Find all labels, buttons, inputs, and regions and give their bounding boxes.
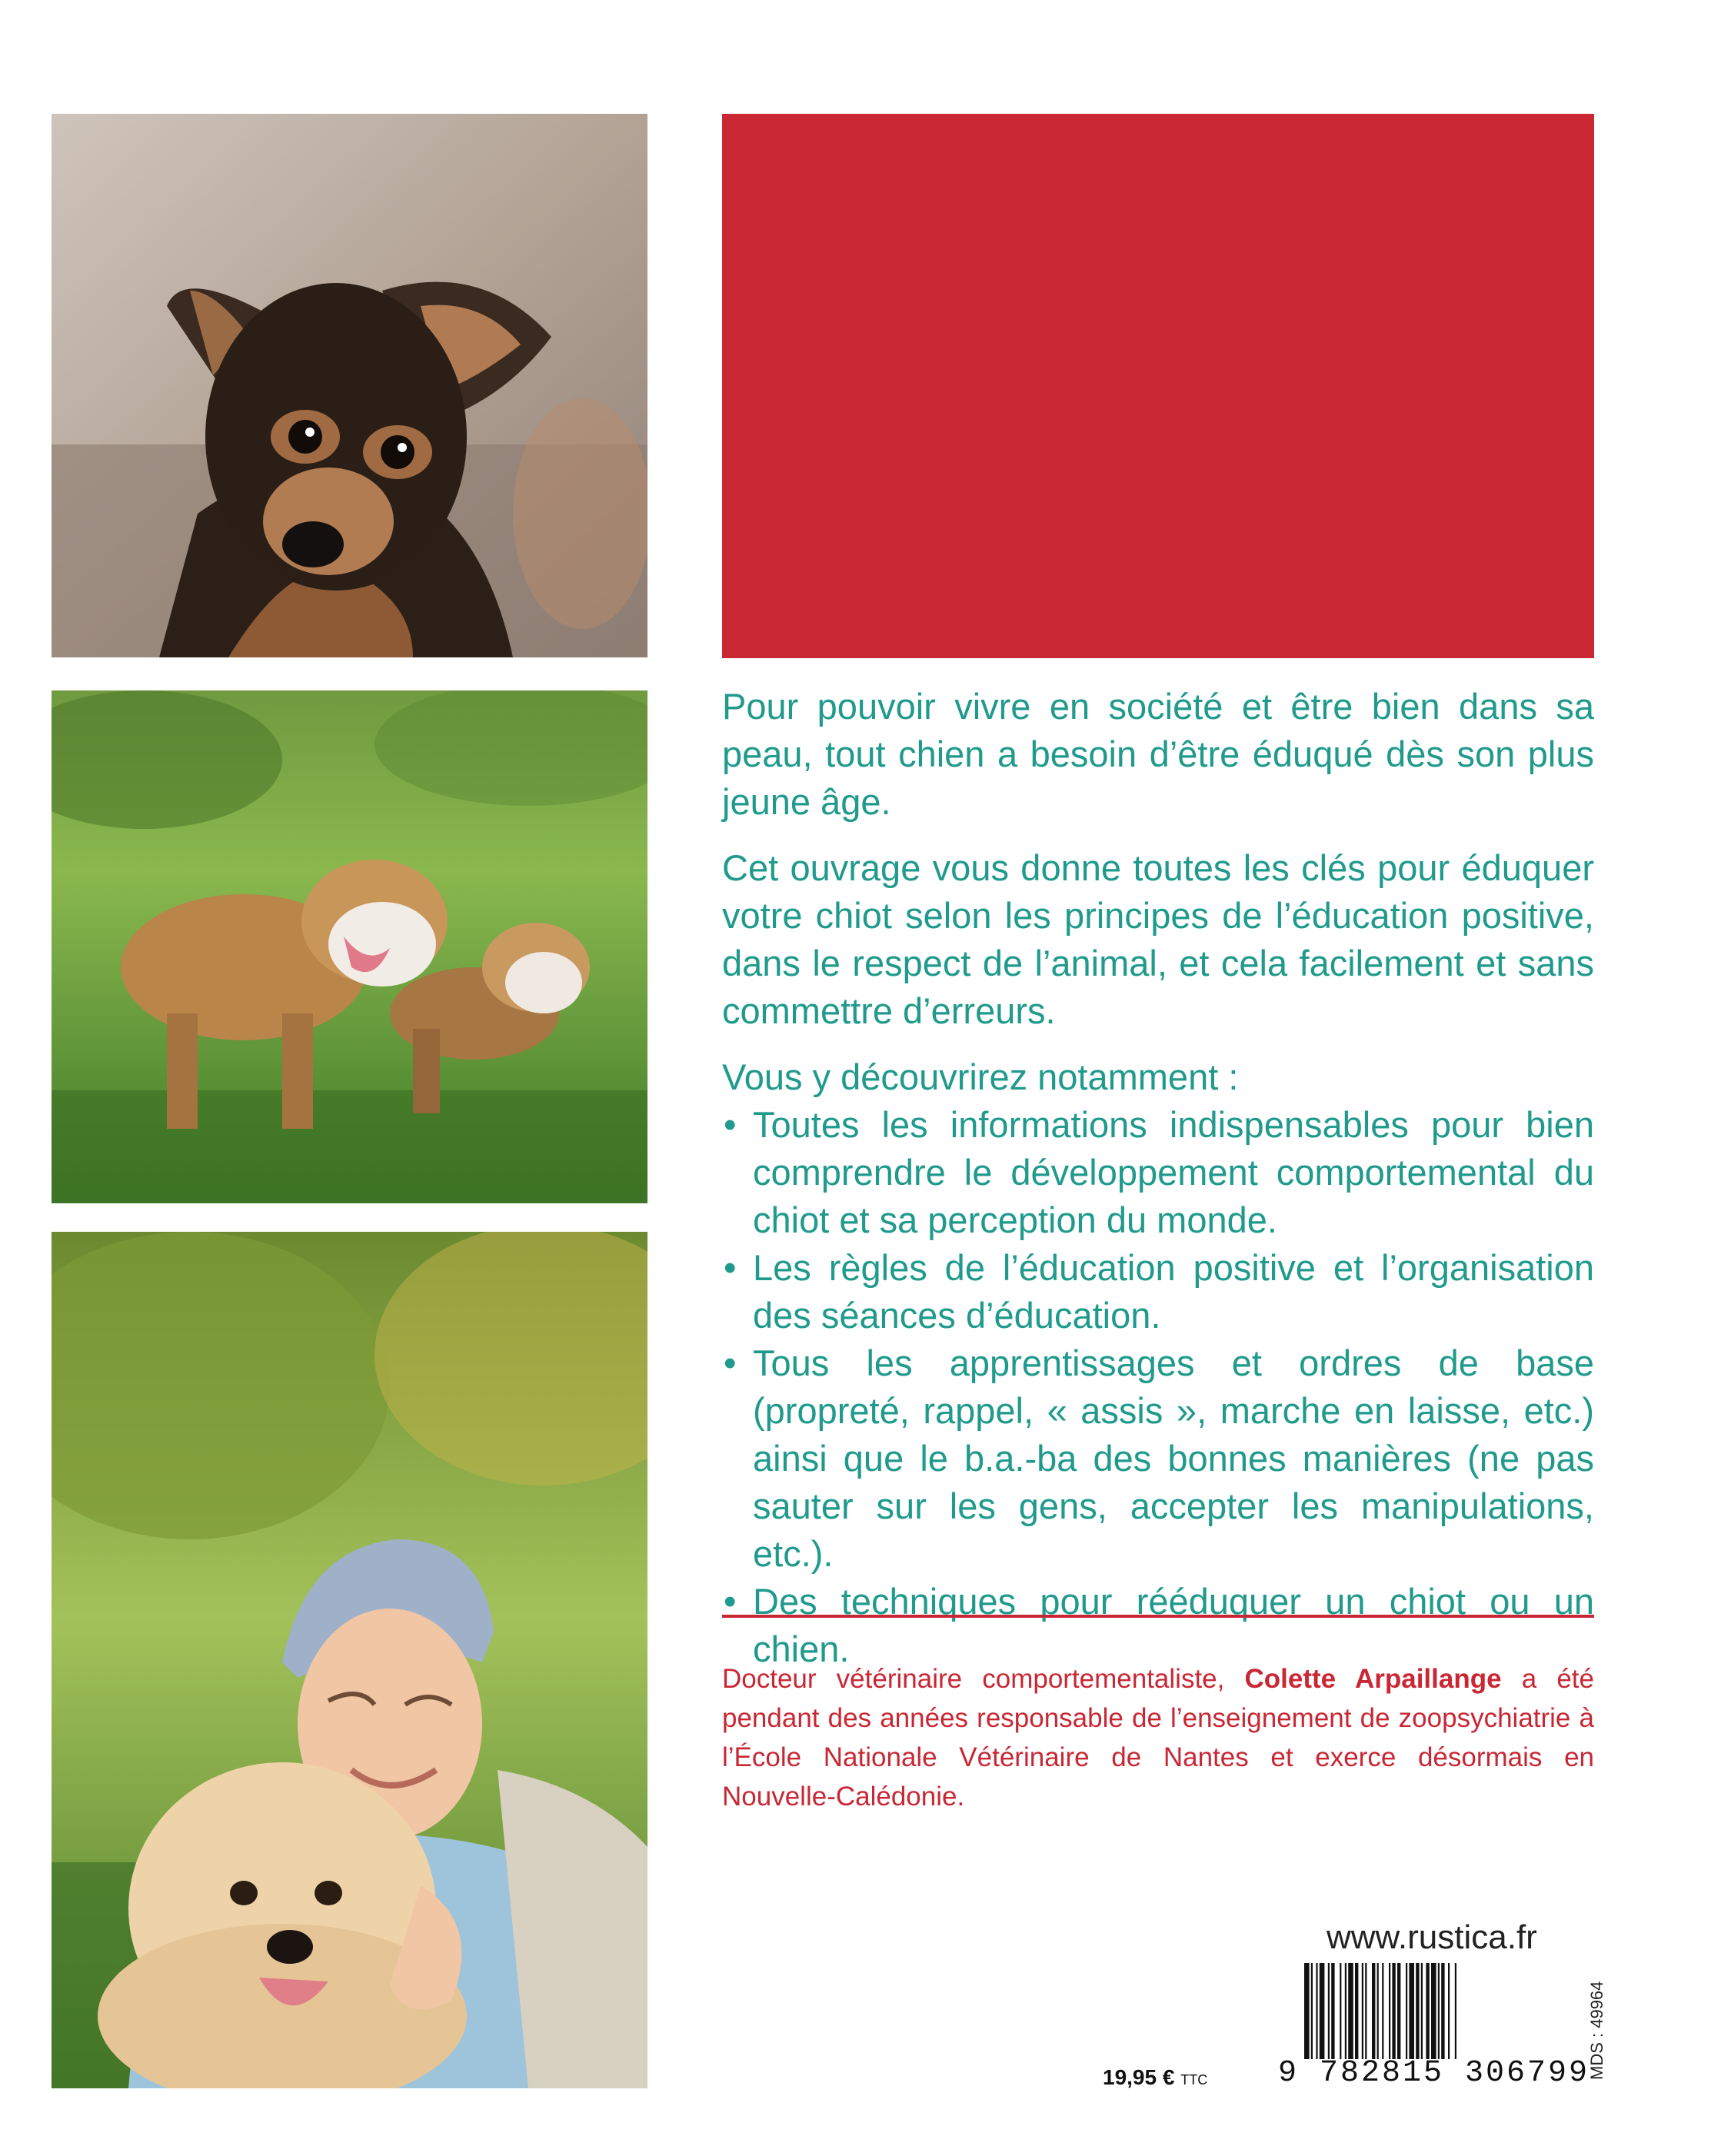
barcode-bar [1392,1963,1395,2059]
barcode-bar [1355,1963,1358,2059]
barcode-bar [1455,1963,1456,2059]
bullet-icon: • [724,1343,737,1383]
barcode-bar [1431,1963,1436,2059]
barcode-bar [1409,1963,1414,2059]
author-bio [722,1659,1594,1816]
barcode-bar [1377,1963,1379,2059]
price-tax: TTC [1180,2072,1208,2088]
puppy-portrait-photo [52,114,647,657]
bullet-icon: • [724,1104,737,1145]
feature-list [722,1101,1594,1673]
barcode-icon [1303,1963,1580,2059]
boy-with-golden-retriever-photo [52,1232,647,2088]
list-item: • Les règles de l’éducation positive et l’organisation des séances d’éducation. [722,1244,1594,1339]
barcode-bar [1304,1963,1310,2059]
barcode-bar [1345,1963,1347,2059]
list-item: • Toutes les informations indispensables pour bien comprendre le développement comportemental du chiot et sa perception du monde. [722,1101,1594,1244]
barcode-bar [1426,1963,1429,2059]
barcode-bar [1448,1963,1450,2059]
barcode-bar [1406,1963,1407,2059]
barcode-bar [1438,1963,1440,2059]
isbn-digits: 9 782815 306799 [1278,2056,1590,2091]
author-name: Colette Arpaillange [1244,1664,1502,1694]
barcode-bar [1397,1963,1400,2059]
list-item: • Des techniques pour rééduquer un chiot ou un chien. [722,1578,1594,1673]
barcode-bar [1362,1963,1363,2059]
author-bio-prefix: Docteur vétérinaire comportementaliste, [722,1664,1225,1694]
author-bio-text: a été pendant des années responsable de l’enseignement de zoopsychiatrie à l’École Nationale Vétérinaire de Nantes et exerce désormais en Nouvelle-Calédonie. [722,1664,1594,1812]
barcode-bar [1328,1963,1330,2059]
barcode-bar [1372,1963,1375,2059]
barcode-bar [1316,1963,1317,2059]
blurb-intro: Pour pouvoir vivre en société et être bien dans sa peau, tout chien a besoin d’être éduqué dès son plus jeune âge. [722,686,1594,822]
barcode-bar [1331,1963,1334,2059]
barcode-bar [1348,1963,1353,2059]
price [1103,2065,1207,2090]
barcode-bar [1382,1963,1383,2059]
publisher-website: www.rustica.fr [1327,1918,1537,1956]
book-blurb [722,683,1594,1673]
barcode-bar [1311,1963,1313,2059]
barcode-bar [1421,1963,1423,2059]
bullet-icon: • [724,1247,737,1288]
bulldog-puppies-photo [52,690,647,1203]
divider [722,1615,1594,1618]
list-intro: Vous y découvrirez notamment : [722,1056,1239,1097]
barcode-bar [1389,1963,1390,2059]
barcode-bar [1441,1963,1444,2059]
barcode-bar [1320,1963,1325,2059]
barcode-bar [1340,1963,1341,2059]
mds-code: MDS : 49964 [1587,1981,1606,2080]
bullet-icon: • [724,1581,737,1622]
price-amount: 19,95 € [1103,2065,1175,2089]
barcode-bar [1416,1963,1419,2059]
list-item: • Tous les apprentissages et ordres de base (propreté, rappel, « assis », marche en laisse, etc.) ainsi que le b.a.-ba des bonnes manières (ne pas sauter sur les gens, accepter les manipulations, etc.). [722,1339,1594,1578]
barcode-bar [1365,1963,1366,2059]
red-color-panel [722,114,1594,658]
blurb-paragraph: Cet ouvrage vous donne toutes les clés pour éduquer votre chiot selon les principes de l’éducation positive, dans le respect de l’animal, et cela facilement et sans commettre d’erreurs. [722,847,1594,1031]
